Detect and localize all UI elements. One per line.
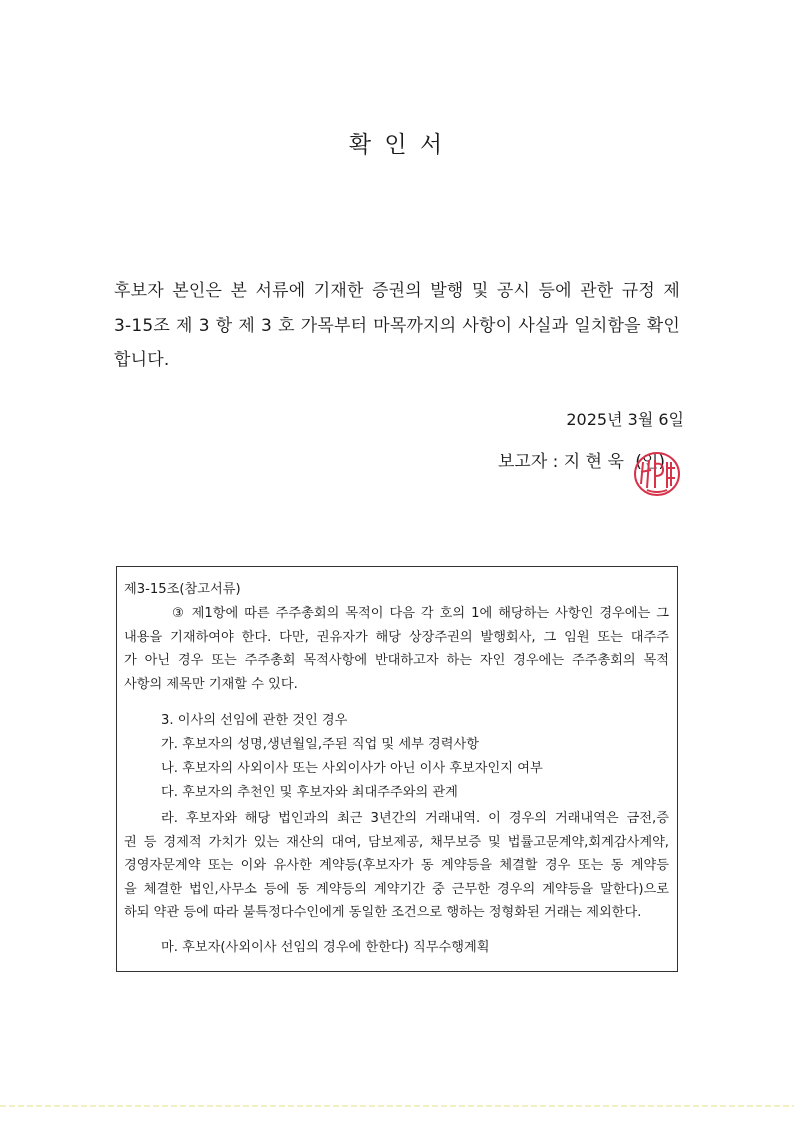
sub-item-ra-line: 라. 후보자와 해당 법인과의 최근 3년간의 거래내역. 이 경우의 거래내역은 금전,증 [161, 811, 669, 826]
clause-line: 가 아닌 경우 또는 주주총회 목적사항에 반대하고자 하는 자인 경우에는 주주총회의 목적 [124, 653, 669, 669]
clause-line: ③ 제1항에 따른 주주총회의 목적이 다음 각 호의 1에 해당하는 사항인 경우에는 그 [172, 606, 669, 621]
sub-item-da: 다. 후보자의 추천인 및 후보자와 최대주주와의 관계 [161, 785, 458, 800]
sub-item-ra-line: 하되 약관 등에 따라 불특정다수인에게 동일한 조건으로 행하는 정형화된 거래는 제외한다. [124, 905, 642, 921]
statement-line: 후보자 본인은 본 서류에 기재한 증권의 발행 및 공시 등에 관한 규정 제 [114, 281, 680, 301]
confirmation-statement [114, 274, 680, 378]
item-3: 3. 이사의 선임에 관한 것인 경우 [161, 713, 348, 728]
scan-artifact-line [0, 1105, 794, 1107]
sub-item-ra-line: 경영자문계약 또는 이와 유사한 계약등(후보자가 동 계약등을 체결할 경우 또는 동 계약등 [124, 858, 669, 874]
sub-item-ra-line: 권 등 경제적 가치가 있는 재산의 대여, 담보제공, 채무보증 및 법률고문계약,회계감사계약, [124, 834, 669, 850]
sub-item-na: 나. 후보자의 사외이사 또는 사외이사가 아닌 이사 후보자인지 여부 [161, 761, 543, 776]
document-title: 확 인 서 [348, 132, 446, 158]
document-date: 2025년 3월 6일 [566, 410, 684, 429]
clause-line: 내용을 기재하여야 한다. 다만, 권유자가 해당 상장주권의 발행회사, 그 임원 또는 대주주 [124, 629, 669, 645]
reporter-label: 보고자 : 지 현 욱 [498, 452, 624, 472]
sub-item-ga: 가. 후보자의 성명,생년월일,주된 직업 및 세부 경력사항 [161, 737, 479, 752]
seal-mark-text: (인) [635, 452, 665, 472]
signature-seal-icon [627, 448, 683, 498]
clause-line: 사항의 제목만 기재할 수 있다. [124, 676, 298, 692]
clause-paragraph [124, 602, 669, 696]
sub-item-ra [124, 807, 669, 925]
statement-line: 3-15조 제 3 항 제 3 호 가목부터 마목까지의 사항이 사실과 일치함을 확인 [114, 315, 680, 336]
statement-line: 합니다. [114, 350, 170, 370]
reference-heading: 제3-15조(참고서류) [124, 582, 241, 597]
reference-regulation-box [116, 566, 678, 972]
sub-item-ra-line: 을 체결한 법인,사무소 등에 동 계약등의 계약기간 중 근무한 경우의 계약등을 말한다)으로 [124, 881, 669, 897]
sub-item-ma: 마. 후보자(사외이사 선임의 경우에 한한다) 직무수행계획 [161, 940, 490, 955]
